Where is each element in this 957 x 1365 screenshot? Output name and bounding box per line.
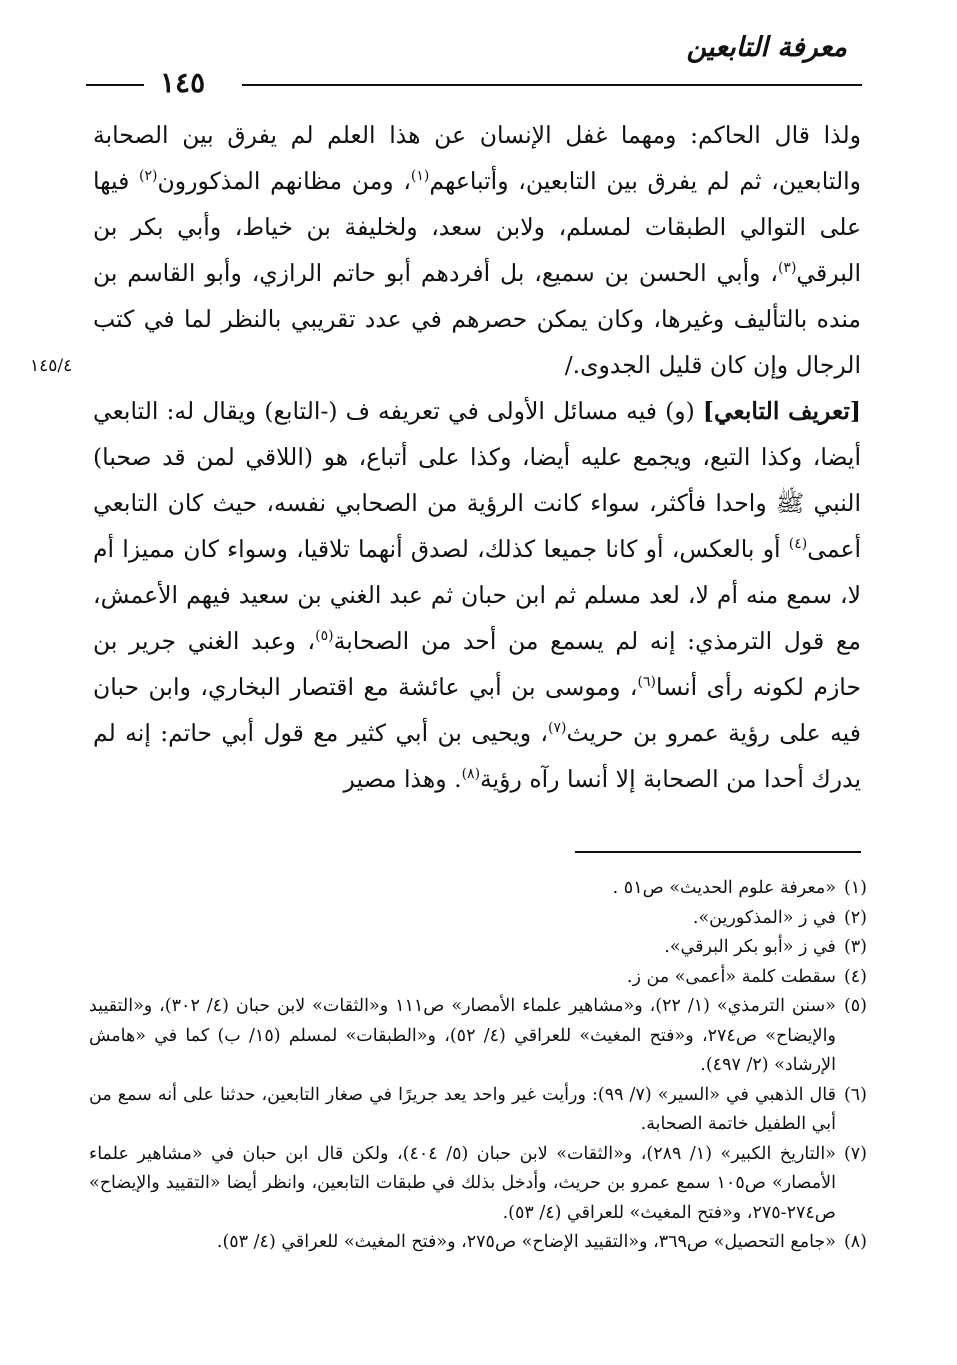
running-title: معرفة التابعين <box>686 32 847 63</box>
footnote <box>89 963 867 993</box>
footnote-text: قال الذهبي في «السير» (٧/ ٩٩): ورأيت غير واحد يعد جريرًا في صغار التابعين، حدثنا على أنه سمع من أبي الطفيل خاتمة الصحابة. <box>89 1084 836 1134</box>
text-run: أو بالعكس، أو كانا جميعا كذلك، لصدق أنهما تلاقيا، وسواء كان مميزا أم لا، سمع منه أم لا، لعد مسلم ثم ابن حبان ثم عبد الغني بن سعيد فيهم الأعمش، مع قول الترمذي: إنه لم يسمع من أحد من الصحابة <box>93 535 862 655</box>
footnote-marker[interactable]: (٥) <box>315 628 334 644</box>
text-run: . وهذا مصير <box>343 765 462 793</box>
footnote-text: في ز «المذكورين». <box>692 907 836 928</box>
footnote-text: سقطت كلمة «أعمى» من ز. <box>626 966 836 987</box>
text-run: ، ومن مظانهم المذكورون <box>157 167 411 195</box>
text-run: فيها على التوالي الطبقات لمسلم، ولابن سعد، ولخليفة بن خياط، وأبي بكر بن البرقي <box>93 167 861 287</box>
footnote-number: (٢) <box>843 907 867 928</box>
text-run: ، ويحيى بن أبي كثير مع قول أبي حاتم: إنه لم يدرك أحدا من الصحابة إلا أنسا رآه رؤية <box>93 719 861 793</box>
footnote-number: (١) <box>843 878 867 898</box>
footnote-number: (٦) <box>843 1084 867 1105</box>
footnote-text: «سنن الترمذي» (١/ ٢٢)، و«مشاهير علماء الأمصار» ص١١١ و«الثقات» لابن حبان (٤/ ٣٠٢)، و«التقييد والإيضاح» ص٢٧٤، و«فتح المغيث» للعراقي (٤/ ٥٢)، و«الطبقات» لمسلم (١٥/ ب) كما في «هامش الإرشاد» (٢/ ٤٩٧). <box>89 996 836 1075</box>
margin-reference: ١٤٥/٤ <box>30 356 73 376</box>
footnote-text: «جامع التحصيل» ص٣٦٩، و«التقييد الإضاح» ص٢٧٥، و«فتح المغيث» للعراقي (٤/ ٥٣). <box>216 1232 836 1252</box>
main-text <box>93 112 861 802</box>
footnote-text: «معرفة علوم الحديث» ص٥١ . <box>612 878 836 898</box>
section-heading: [تعريف التابعي] <box>702 397 861 425</box>
footnote-text: «التاريخ الكبير» (١/ ٢٨٩)، و«الثقات» لابن حبان (٥/ ٤٠٤)، ولكن قال ابن حبان في «مشاهير علماء الأمصار» ص١٠٥ سمع عمرو بن حريث، وأدخل بذلك في طبقات التابعين، وانظر أيضا «التقييد والإيضاح» ص٢٧٤-٢٧٥، و«فتح المغيث» للعراقي (٤/ ٥٣). <box>89 1143 836 1223</box>
footnote-number: (٧) <box>843 1143 867 1164</box>
header-rule <box>242 84 862 86</box>
header-rule-short <box>86 84 144 86</box>
footnote <box>89 874 867 904</box>
text-run: ، وموسى بن أبي عائشة مع اقتصار البخاري، وابن حبان فيه على رؤية عمرو بن حريث <box>93 673 861 747</box>
footnote-marker[interactable]: (٨) <box>461 766 481 782</box>
footnote-text: في ز «أبو بكر البرقي». <box>664 937 836 957</box>
footnotes <box>89 874 867 1258</box>
footnote <box>89 1140 867 1229</box>
footnote-number: (٥) <box>843 996 867 1016</box>
footnote-number: (٣) <box>843 937 867 957</box>
footnote-number: (٨) <box>843 1232 867 1252</box>
text-run: (و) فيه مسائل الأولى في تعريفه ف (-التابع) ويقال له: التابعي أيضا، وكذا التبع، ويجمع عليه أيضا، وكذا على أتباع، هو (اللاقي لمن قد صحبا) النبي ﷺ واحدا فأكثر، سواء كانت الرؤية من الصحابي نفسه، حيث كان التابعي أعمى <box>93 397 861 563</box>
text-run: ، وعبد الغني جرير بن حازم لكونه رأى أنسا <box>93 627 861 701</box>
text-run: ولذا قال الحاكم: ومهما غفل الإنسان عن هذا العلم لم يفرق بين الصحابة والتابعين، ثم لم يفرق بين التابعين، وأتباعهم <box>93 121 861 195</box>
footnote-marker[interactable]: (٧) <box>548 720 567 736</box>
footnote-separator <box>575 851 861 853</box>
text-run: ، وأبي الحسن بن سميع، بل أفردهم أبو حاتم الرازي، وأبو القاسم بن منده بالتأليف وغيرها، وكان يمكن حصرهم في عدد تقريبي بالنظر لما في كتب الرجال وإن كان قليل الجدوى./ <box>93 259 861 379</box>
paragraph <box>93 388 861 802</box>
footnote <box>89 904 867 934</box>
footnote <box>89 1081 867 1140</box>
footnote-marker[interactable]: (٣) <box>777 260 797 276</box>
footnote-marker[interactable]: (٦) <box>637 674 656 690</box>
footnote-marker[interactable]: (٤) <box>788 536 808 552</box>
footnote <box>89 933 867 963</box>
paragraph <box>93 112 861 388</box>
page-number: ١٤٥ <box>160 66 206 99</box>
footnote <box>89 1228 867 1258</box>
footnote <box>89 992 867 1081</box>
footnote-marker[interactable]: (١) <box>410 168 430 184</box>
footnote-number: (٤) <box>843 966 867 987</box>
footnote-marker[interactable]: (٢) <box>139 168 158 184</box>
